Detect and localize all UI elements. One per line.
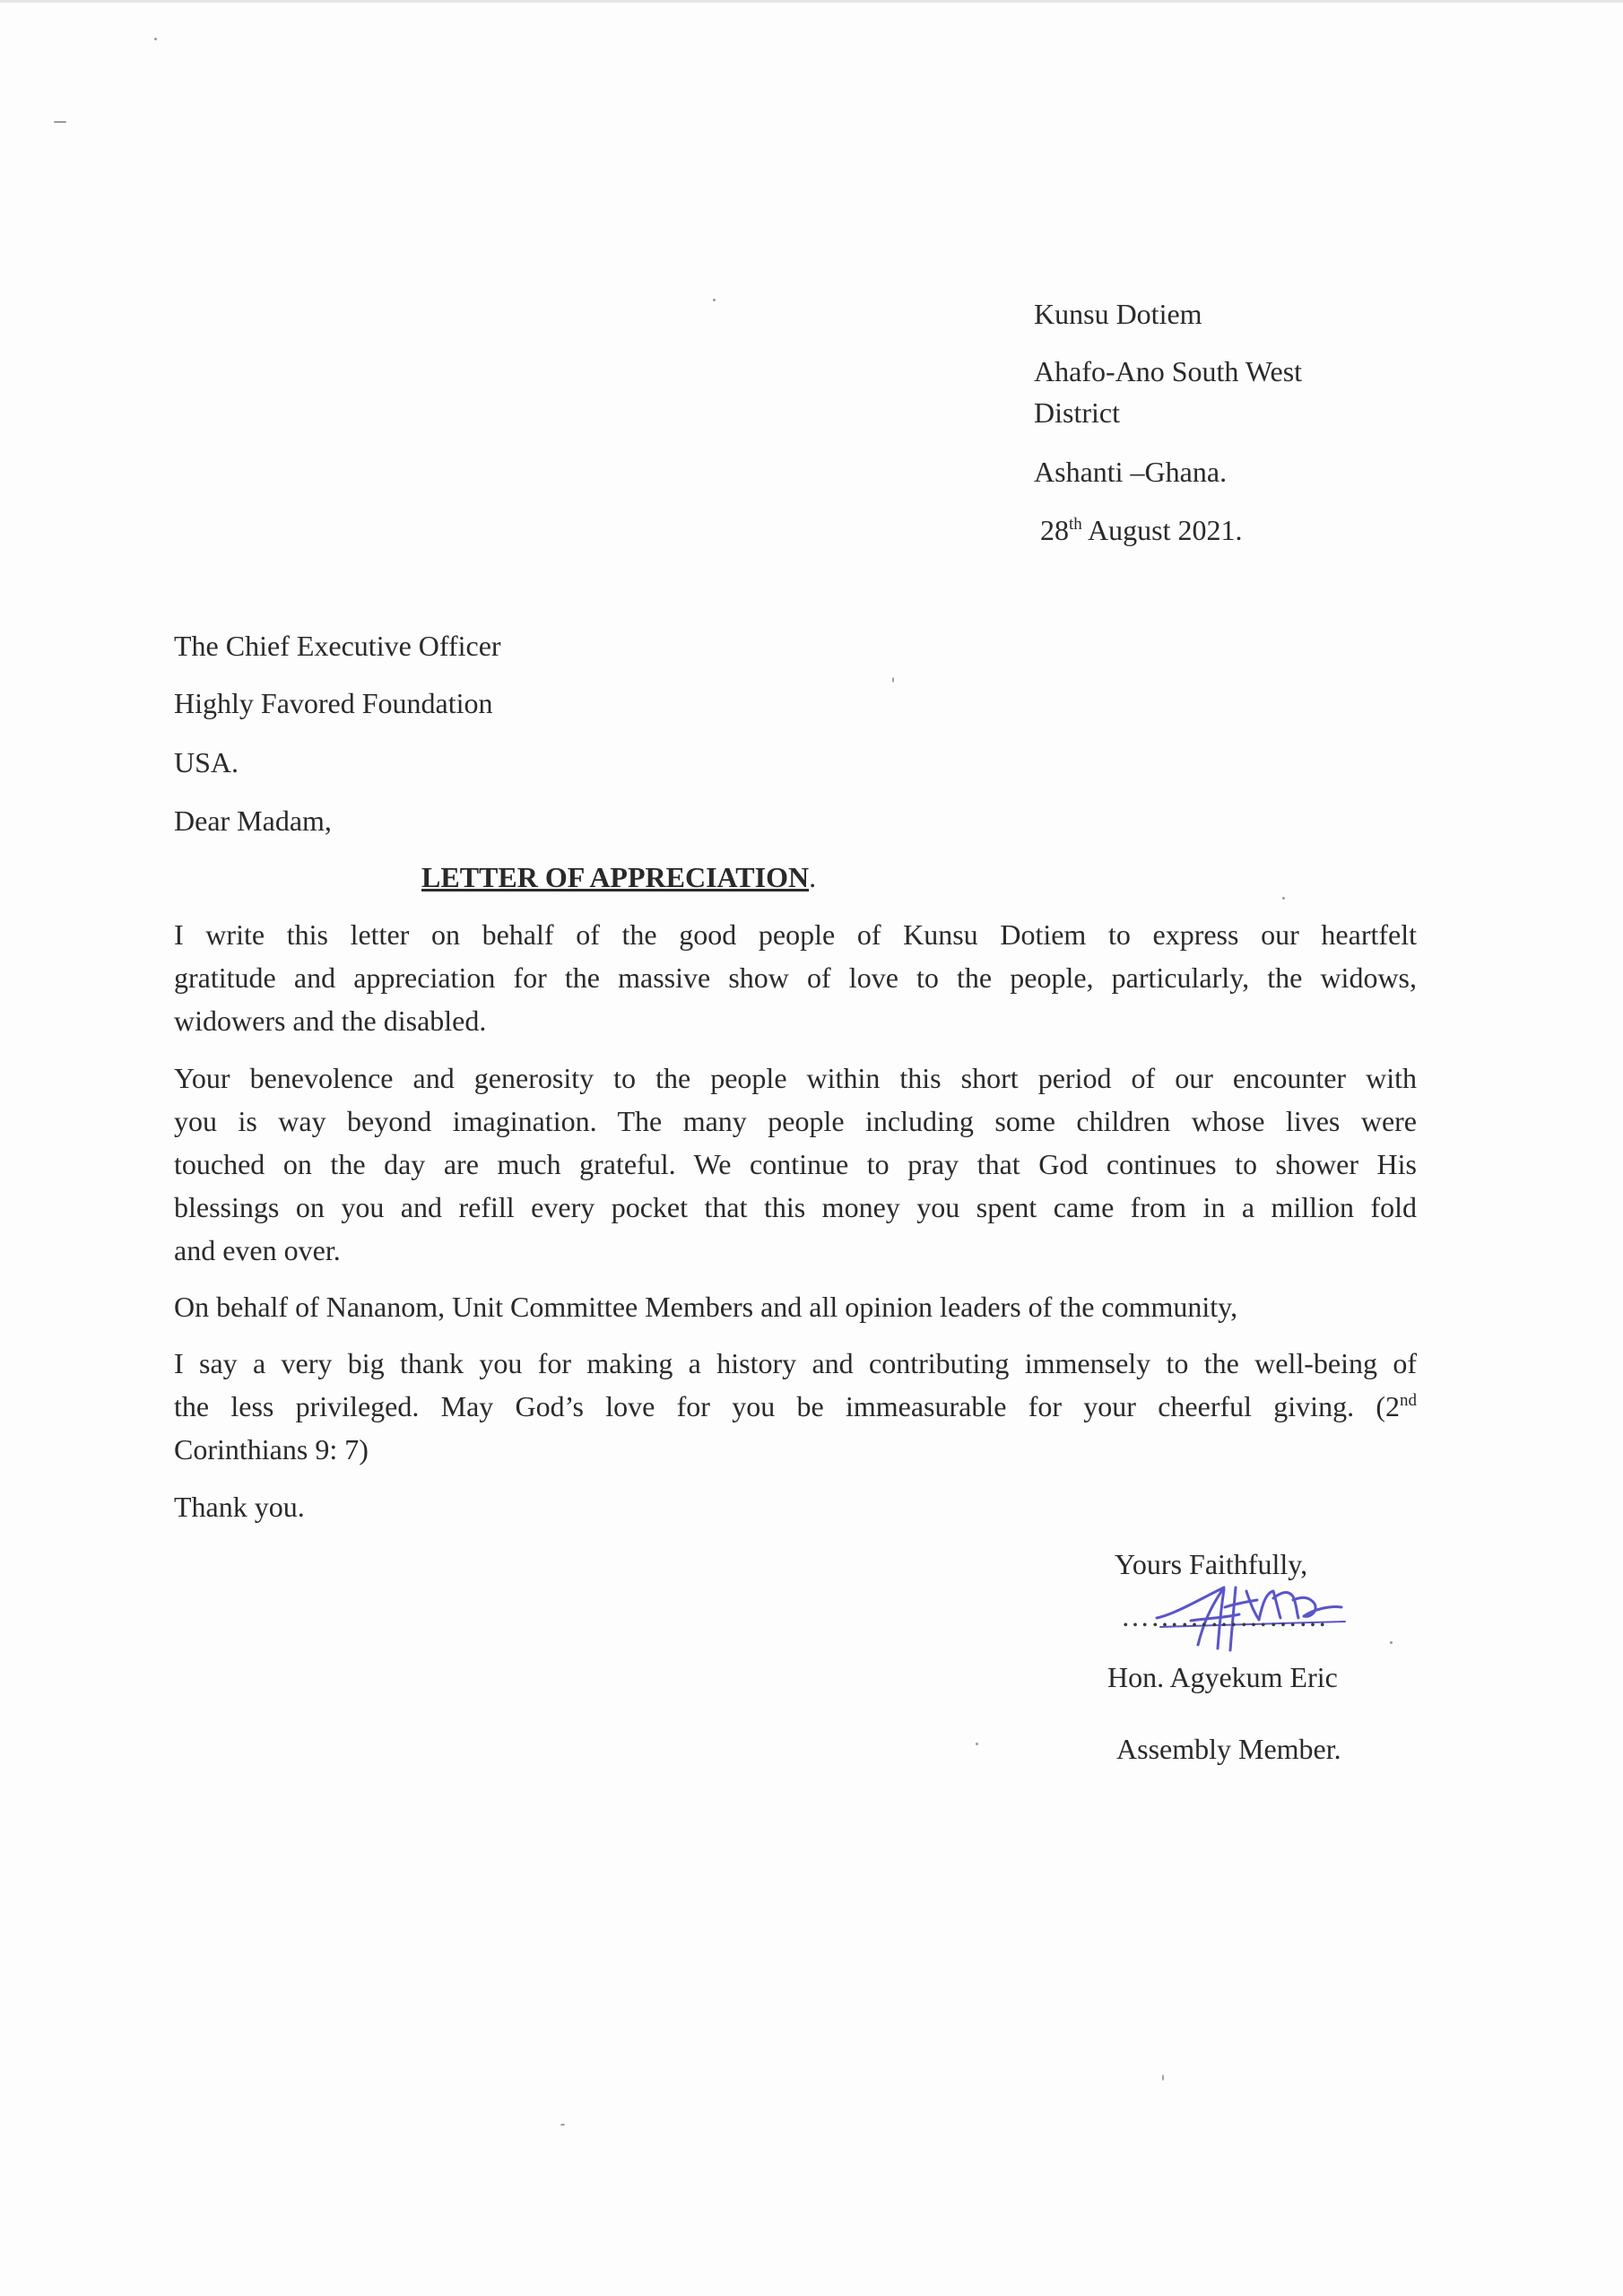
sender-address-line-3: District bbox=[1034, 396, 1120, 429]
signatory-name: Hon. Agyekum Eric bbox=[1107, 1661, 1338, 1693]
recipient-line-3: USA. bbox=[174, 746, 239, 778]
date-month-year: August 2021. bbox=[1081, 514, 1243, 546]
scan-speck bbox=[713, 299, 716, 301]
letter-date bbox=[1040, 512, 1242, 548]
subject-text: LETTER OF APPRECIATION bbox=[421, 861, 810, 893]
ordinal-suffix: nd bbox=[1400, 1391, 1417, 1410]
date-ordinal-suffix: th bbox=[1069, 515, 1082, 534]
scan-speck bbox=[976, 1743, 978, 1745]
recipient-line-2: Highly Favored Foundation bbox=[174, 687, 493, 719]
scan-speck bbox=[154, 38, 157, 40]
paragraph-2-line-4: blessings on you and refill every pocket that this money you spent came from in a million fold bbox=[174, 1191, 1417, 1223]
paragraph-1-line-3: widowers and the disabled. bbox=[174, 1004, 487, 1037]
scan-speck bbox=[1162, 2074, 1164, 2081]
paragraph-4-line-1: I say a very big thank you for making a history and contributing immensely to the well-being of bbox=[174, 1347, 1417, 1379]
paragraph-2-line-3: touched on the day are much grateful. We continue to pray that God continues to shower His bbox=[174, 1148, 1417, 1180]
recipient-line-1: The Chief Executive Officer bbox=[174, 630, 501, 662]
scan-speck bbox=[1282, 897, 1285, 900]
paragraph-1-line-1: I write this letter on behalf of the good people of Kunsu Dotiem to express our heartfelt bbox=[174, 918, 1417, 951]
paragraph-4-line-2 bbox=[174, 1388, 1417, 1424]
paragraph-4-line-3: Corinthians 9: 7) bbox=[174, 1433, 369, 1465]
sender-address-line-1: Kunsu Dotiem bbox=[1034, 298, 1202, 330]
paragraph-2-line-5: and even over. bbox=[174, 1234, 341, 1266]
paragraph-3: On behalf of Nananom, Unit Committee Members and all opinion leaders of the community, bbox=[174, 1291, 1238, 1323]
subject-trailing: . bbox=[809, 861, 817, 893]
paragraph-2-line-1: Your benevolence and generosity to the people within this short period of our encounter with bbox=[174, 1062, 1417, 1094]
valediction: Yours Faithfully, bbox=[1115, 1548, 1308, 1580]
sender-address-line-2: Ahafo-Ano South West bbox=[1034, 355, 1303, 387]
signatory-title: Assembly Member. bbox=[1116, 1733, 1341, 1765]
scan-speck bbox=[54, 121, 66, 123]
salutation: Dear Madam, bbox=[174, 804, 332, 837]
scan-top-edge bbox=[0, 0, 1623, 3]
thank-you-line: Thank you. bbox=[174, 1491, 305, 1523]
paragraph-4-line-2-text: the less privileged. May God’s love for you be immeasurable for your cheerful giving. (2 bbox=[174, 1390, 1400, 1422]
signature-line: ………………… bbox=[1121, 1600, 1328, 1632]
scan-speck bbox=[892, 677, 894, 683]
date-day: 28 bbox=[1040, 514, 1069, 546]
letter-subject bbox=[421, 859, 816, 895]
sender-address-line-4: Ashanti –Ghana. bbox=[1034, 456, 1228, 488]
paragraph-1-line-2: gratitude and appreciation for the massive show of love to the people, particularly, the widows, bbox=[174, 961, 1417, 994]
paragraph-2-line-2: you is way beyond imagination. The many people including some children whose lives were bbox=[174, 1105, 1417, 1137]
scan-speck bbox=[560, 2124, 565, 2126]
scan-speck bbox=[1390, 1641, 1393, 1644]
